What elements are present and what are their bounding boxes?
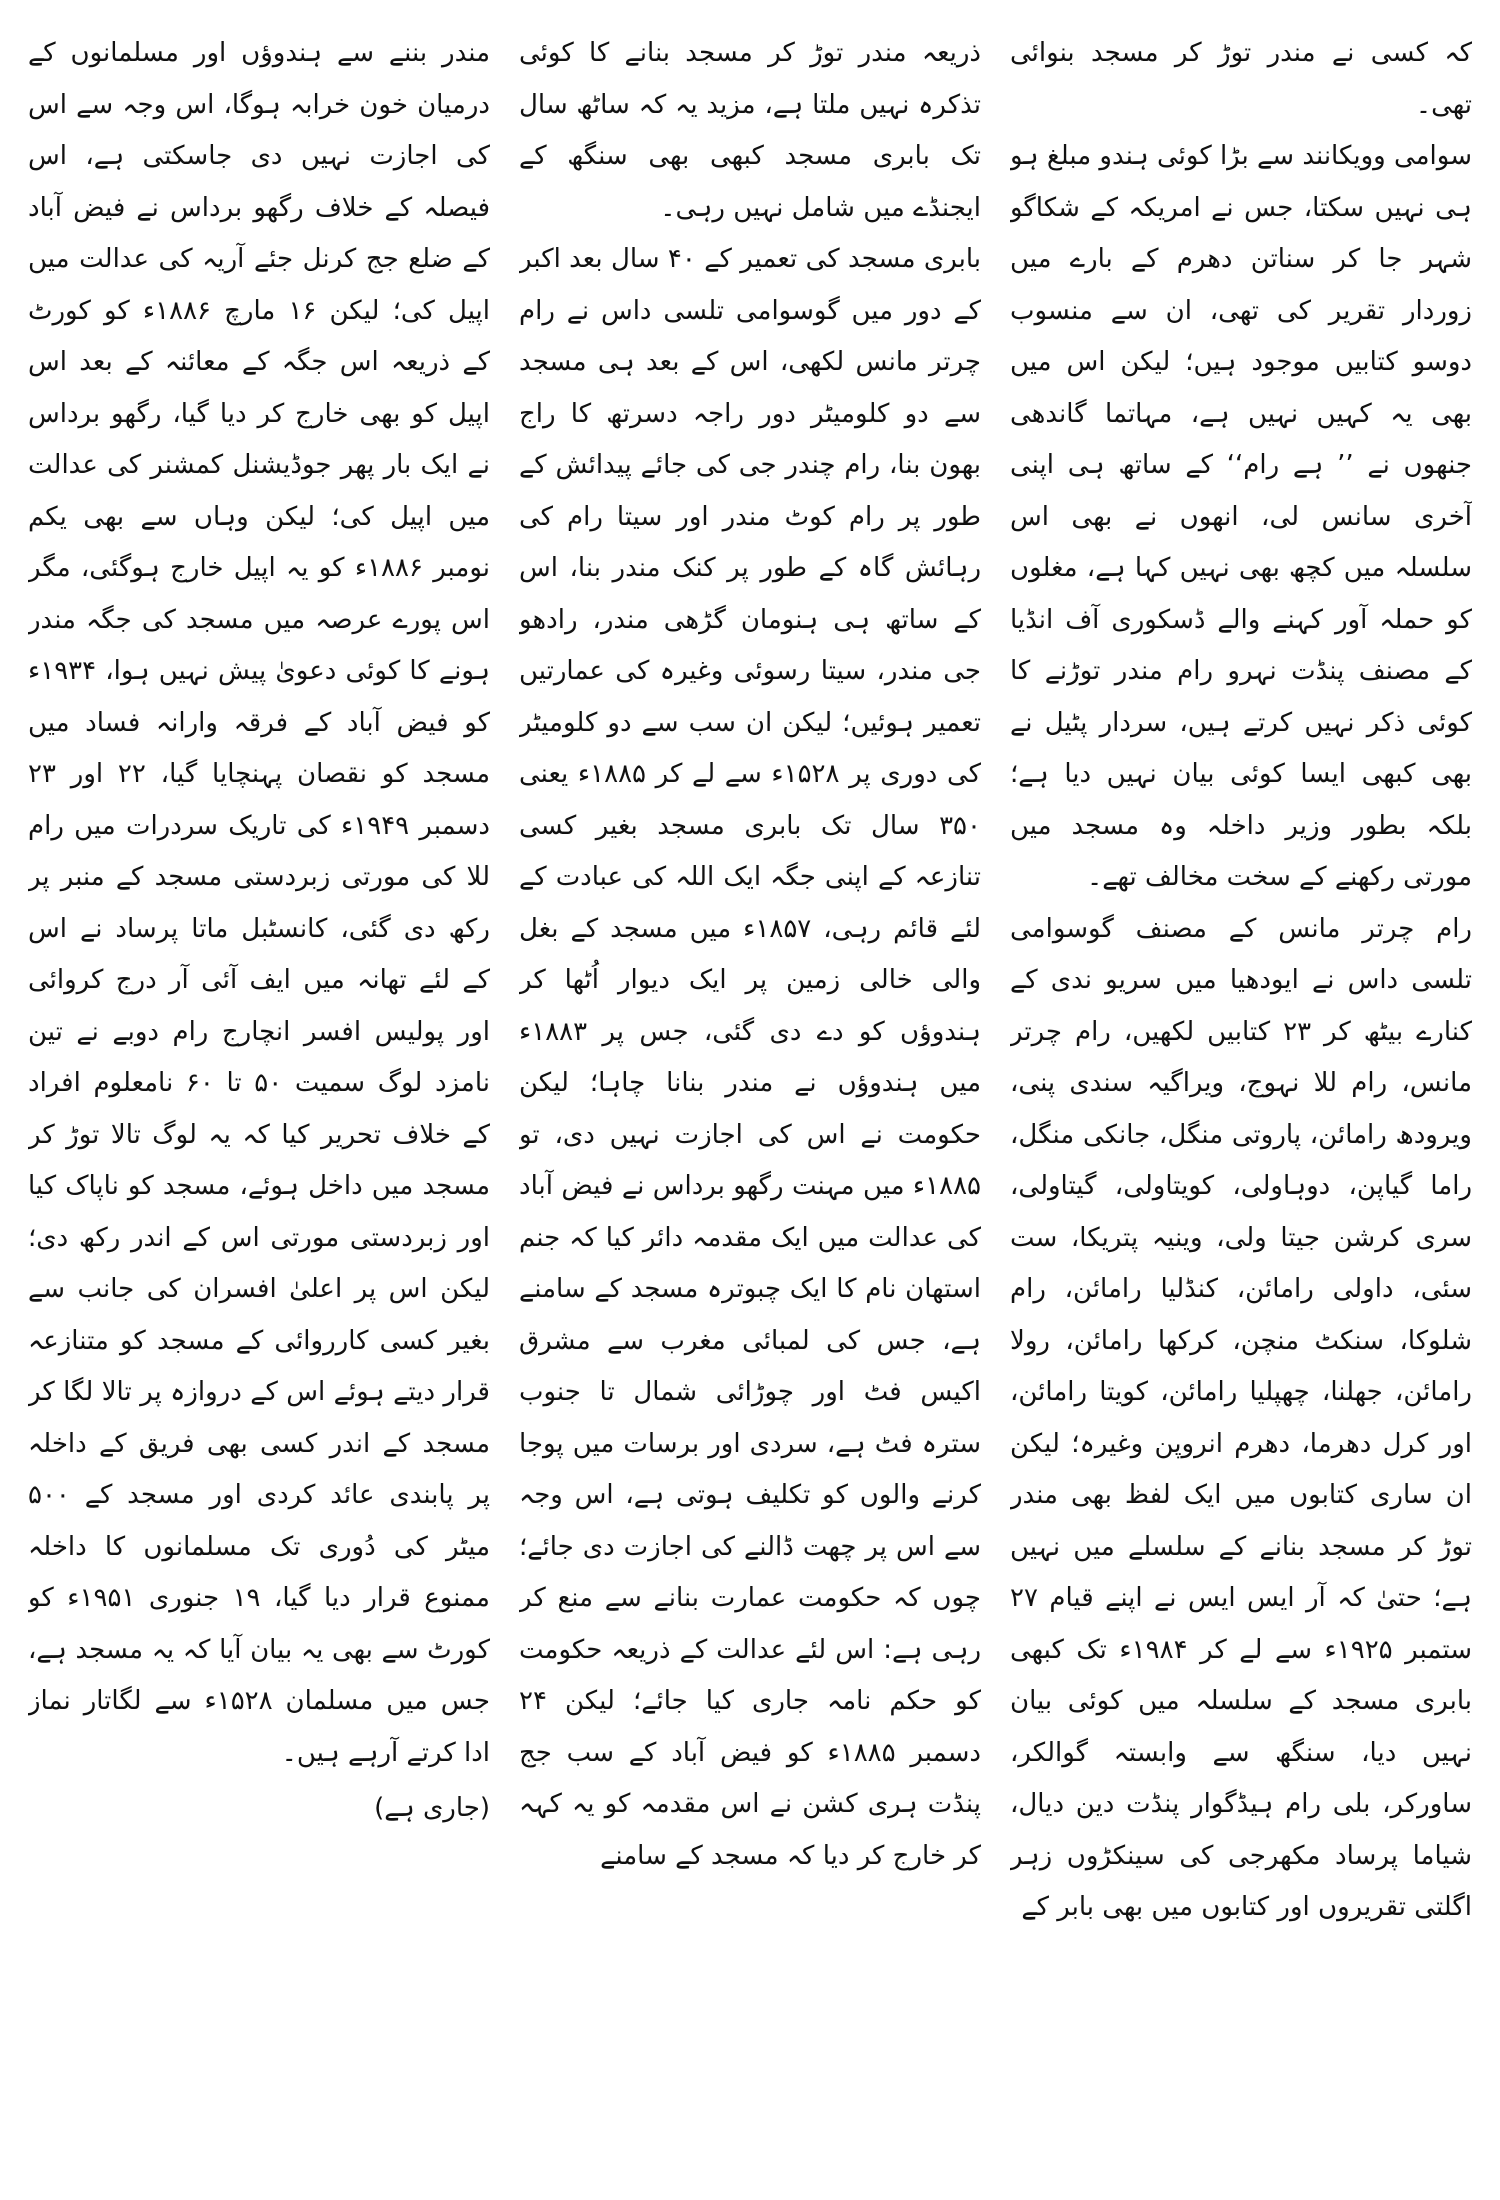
continued-label: (جاری ہے) bbox=[374, 1793, 490, 1823]
continued-note bbox=[28, 1783, 490, 1835]
paragraph: کہ کسی نے مندر توڑ کر مسجد بنوائی تھی۔ bbox=[1010, 38, 1472, 120]
column-right bbox=[1010, 28, 1472, 2168]
text-columns bbox=[28, 28, 1472, 2168]
paragraph: ذریعہ مندر توڑ کر مسجد بنانے کا کوئی تذکرہ نہیں ملتا ہے، مزید یہ کہ ساٹھ سال تک بابری مسجد کبھی بھی سنگھ کے ایجنڈے میں شامل نہیں رہی۔ bbox=[519, 38, 981, 223]
paragraph: سوامی وویکانند سے بڑا کوئی ہندو مبلغ ہو ہی نہیں سکتا، جس نے امریکہ کے شکاگو شہر جا کر سناتن دھرم کے بارے میں زوردار تقریر کی تھی، ان سے منسوب دوسو کتابیں موجود ہیں؛ لیکن اس میں بھی یہ کہیں نہیں ہے، مہاتما گاندھی جنھوں نے ’’ ہے رام‘‘ کے ساتھ ہی اپنی آخری سانس لی، انھوں نے بھی اس سلسلہ میں کچھ بھی نہیں کہا ہے، مغلوں کو حملہ آور کہنے والے ڈسکوری آف انڈیا کے مصنف پنڈت نہرو رام مندر توڑنے کا کوئی ذکر نہیں کرتے ہیں، سردار پٹیل نے بھی کبھی ایسا کوئی بیان نہیں دیا ہے؛ بلکہ بطور وزیر داخلہ وہ مسجد میں مورتی رکھنے کے سخت مخالف تھے۔ bbox=[1010, 141, 1472, 892]
paragraph: مندر بننے سے ہندوؤں اور مسلمانوں کے درمیان خون خرابہ ہوگا، اس وجہ سے اس کی اجازت نہیں دی جاسکتی ہے، اس فیصلہ کے خلاف رگھو برداس نے فیض آباد کے ضلع جج کرنل جئے آریہ کی عدالت میں اپیل کی؛ لیکن ۱۶ مارچ ۱۸۸۶ء کو کورٹ کے ذریعہ اس جگہ کے معائنہ کے بعد اس اپیل کو بھی خارج کر دیا گیا، رگھو برداس نے ایک بار پھر جوڈیشنل کمشنر کی عدالت میں اپیل کی؛ لیکن وہاں سے بھی یکم نومبر ۱۸۸۶ء کو یہ اپیل خارج ہوگئی، مگر اس پورے عرصہ میں مسجد کی جگہ مندر ہونے کا کوئی دعویٰ پیش نہیں ہوا، ۱۹۳۴ء کو فیض آباد کے فرقہ وارانہ فساد میں مسجد کو نقصان پہنچایا گیا، ۲۲ اور ۲۳ دسمبر ۱۹۴۹ء کی تاریک سردرات میں رام للا کی مورتی زبردستی مسجد کے منبر پر رکھ دی گئی، کانسٹبل ماتا پرساد نے اس کے لئے تھانہ میں ایف آئی آر درج کروائی اور پولیس افسر انچارج رام دوبے نے تین نامزد لوگ سمیت ۵۰ تا ۶۰ نامعلوم افراد کے خلاف تحریر کیا کہ یہ لوگ تالا توڑ کر مسجد میں داخل ہوئے، مسجد کو ناپاک کیا اور زبردستی مورتی اس کے اندر رکھ دی؛ لیکن اس پر اعلیٰ افسران کی جانب سے بغیر کسی کارروائی کے مسجد کو متنازعہ قرار دیتے ہوئے اس کے دروازہ پر تالا لگا کر مسجد کے اندر کسی بھی فریق کے داخلہ پر پابندی عائد کردی اور مسجد کے ۵۰۰ میٹر کی دُوری تک مسلمانوں کا داخلہ ممنوع قرار دیا گیا، ۱۹ جنوری ۱۹۵۱ء کو کورٹ سے بھی یہ بیان آیا کہ یہ مسجد ہے، جس میں مسلمان ۱۵۲۸ء سے لگاتار نماز ادا کرتے آرہے ہیں۔ bbox=[28, 38, 490, 1768]
column-left bbox=[28, 28, 490, 2168]
column-middle bbox=[519, 28, 981, 2168]
paragraph: رام چرتر مانس کے مصنف گوسوامی تلسی داس نے ایودھیا میں سریو ندی کے کنارے بیٹھ کر ۲۳ کتابیں لکھیں، رام چرتر مانس، رام للا نہوج، ویراگیہ سندی پنی، ویرودھ رامائن، پاروتی منگل، جانکی منگل، راما گیاپن، دوہاولی، کویتاولی، گیتاولی، سری کرشن جیتا ولی، وینیہ پتریکا، ست سئی، داولی رامائن، کنڈلیا رامائن، رام شلوکا، سنکٹ منچن، کرکھا رامائن، رولا رامائن، جھلنا، چھپلیا رامائن، کویتا رامائن، اور کرل دھرما، دھرم انروپن وغیرہ؛ لیکن ان ساری کتابوں میں ایک لفظ بھی مندر توڑ کر مسجد بنانے کے سلسلے میں نہیں ہے؛ حتیٰ کہ آر ایس ایس نے اپنے قیام ۲۷ ستمبر ۱۹۲۵ء سے لے کر ۱۹۸۴ء تک کبھی بابری مسجد کے سلسلہ میں کوئی بیان نہیں دیا، سنگھ سے وابستہ گوالکر، ساورکر، بلی رام ہیڈگوار پنڈت دین دیال، شیاما پرساد مکھرجی کی سینکڑوں زہر اگلتی تقریروں اور کتابوں میں بھی بابر کے bbox=[1010, 913, 1472, 1922]
paragraph: بابری مسجد کی تعمیر کے ۴۰ سال بعد اکبر کے دور میں گوسوامی تلسی داس نے رام چرتر مانس لکھی، اس کے بعد ہی مسجد سے دو کلومیٹر دور راجہ دسرتھ کا راج بھون بنا، رام چندر جی کی جائے پیدائش کے طور پر رام کوٹ مندر اور سیتا رام کی رہائش گاہ کے طور پر کنک مندر بنا، اس کے ساتھ ہی ہنومان گڑھی مندر، رادھو جی مندر، سیتا رسوئی وغیرہ کی عمارتیں تعمیر ہوئیں؛ لیکن ان سب سے دو کلومیٹر کی دوری پر ۱۵۲۸ء سے لے کر ۱۸۸۵ء یعنی ۳۵۰ سال تک بابری مسجد بغیر کسی تنازعہ کے اپنی جگہ ایک اللہ کی عبادت کے لئے قائم رہی، ۱۸۵۷ء میں مسجد کے بغل والی خالی زمین پر ایک دیوار اُٹھا کر ہندوؤں کو دے دی گئی، جس پر ۱۸۸۳ء میں ہندوؤں نے مندر بنانا چاہا؛ لیکن حکومت نے اس کی اجازت نہیں دی، تو ۱۸۸۵ء میں مہنت رگھو برداس نے فیض آباد کی عدالت میں ایک مقدمہ دائر کیا کہ جنم استھان نام کا ایک چبوترہ مسجد کے سامنے ہے، جس کی لمبائی مغرب سے مشرق اکیس فٹ اور چوڑائی شمال تا جنوب سترہ فٹ ہے، سردی اور برسات میں پوجا کرنے والوں کو تکلیف ہوتی ہے، اس وجہ سے اس پر چھت ڈالنے کی اجازت دی جائے؛ چوں کہ حکومت عمارت بنانے سے منع کر رہی ہے: اس لئے عدالت کے ذریعہ حکومت کو حکم نامہ جاری کیا جائے؛ لیکن ۲۴ دسمبر ۱۸۸۵ء کو فیض آباد کے سب جج پنڈت ہری کشن نے اس مقدمہ کو یہ کہہ کر خارج کر دیا کہ مسجد کے سامنے bbox=[519, 244, 981, 1871]
